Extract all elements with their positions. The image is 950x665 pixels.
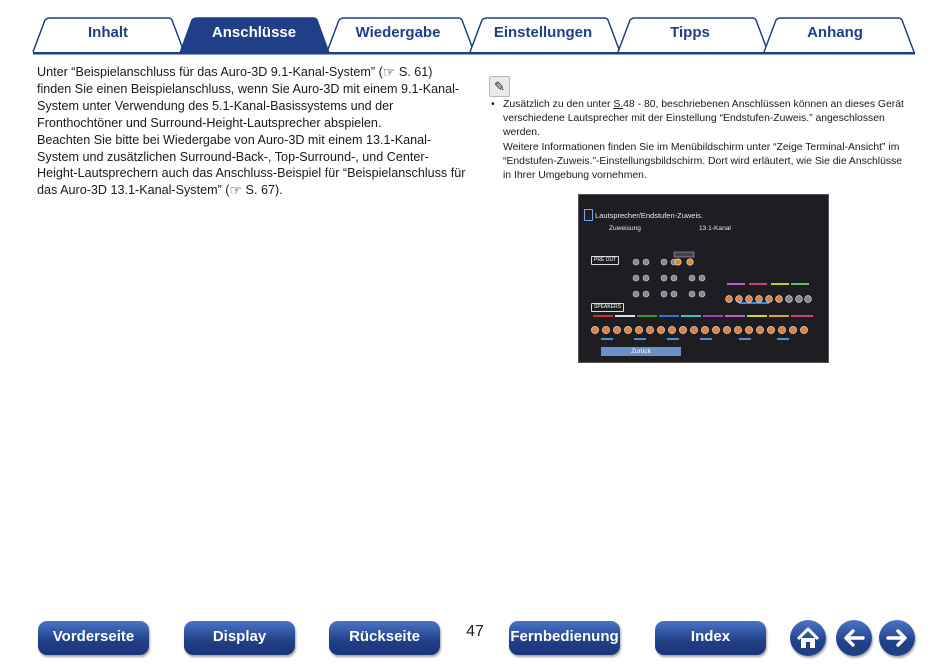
note-line-2: Weitere Informationen finden Sie im Menübildschirm unter “Zeige Terminal-Ansicht” im “Endstufen-Zuweis.”-Einstellungsbildschirm. Dort wird erläutert, wie Sie die Anschlüsse in Ihrer Umgebung vornehmen. [503,142,903,181]
nav-display-button[interactable]: Display [184,621,295,655]
nav-fernbedienung-button[interactable]: Fernbedienung [509,621,620,655]
page-reference-link[interactable]: ☞ S. 67). [229,182,283,199]
tab-bar [0,0,950,56]
speakers-tag: SPEAKERS [591,303,624,312]
tab-wiedergabe[interactable]: Wiedergabe [355,24,441,41]
back-arrow-button[interactable] [836,620,872,656]
pointing-hand-icon: ☞ [382,64,396,80]
arrow-right-icon [879,620,915,656]
screen-title: Lautsprecher/Endstufen-Zuweis. [595,211,703,220]
nav-rueckseite-button[interactable]: Rückseite [329,621,440,655]
forward-arrow-button[interactable] [879,620,915,656]
screen-assign-label: Zuweisung [609,225,641,232]
note-line-1: Zusätzlich zu den unter S.48 - 80, beschriebenen Anschlüssen können an dieses Gerät verschiedene Lautsprecher mit der Einstellung “Endstufen-Zuweis.” angeschlossen werden. [503,99,904,138]
paragraph-text: Beachten Sie bitte bei Wiedergabe von Auro-3D mit einem 13.1-Kanal-System und zusätzlichen Surround-Back-, Top-Surround-, und Center-Height-Lautsprechern auch das Anschluss-Beispiel für “Beispielanschluss für das Auro-3D 13.1-Kanal-System” ( [37,132,466,198]
main-text [37,64,469,199]
nav-index-button[interactable]: Index [655,621,766,655]
pre-out-tag: PRE OUT [591,256,619,265]
back-button[interactable]: Zurück [601,347,681,356]
paragraph-text: finden Sie einen Beispielanschluss, wenn Sie Auro-3D mit einem 9.1-Kanal-System unter Verwendung des 5.1-Kanal-Basissystems und der Fronthochtöner und Surround-Height-Lautsprecher abspielen. [37,81,460,130]
home-button[interactable] [790,620,826,656]
page-number: 47 [466,623,484,640]
paragraph-text: Unter “Beispielanschluss für das Auro-3D 9.1-Kanal-System” ( [37,65,383,79]
pointing-hand-icon: ☞ [229,182,243,199]
tab-anhang[interactable]: Anhang [807,24,863,41]
paragraph-auro-9-1 [37,64,469,132]
tab-inhalt[interactable]: Inhalt [88,24,128,41]
page-link[interactable]: S. [613,99,624,110]
bullet: • [491,99,495,110]
arrow-left-icon [836,620,872,656]
terminal-diagram [579,195,828,362]
tab-anschluesse[interactable]: Anschlüsse [211,24,297,41]
paragraph-auro-13-1 [37,132,469,200]
nav-vorderseite-button[interactable]: Vorderseite [38,621,149,655]
tab-tipps[interactable]: Tipps [670,24,710,41]
speaker-assign-screen [578,194,829,363]
home-icon [790,620,826,656]
page-reference-link[interactable]: ☞ S. 61) [382,64,433,80]
screen-assign-value: 13.1-Kanal [699,225,731,232]
tab-einstellungen[interactable]: Einstellungen [493,24,593,41]
note-block [491,98,911,183]
pencil-note-icon: ✎ [489,76,510,97]
